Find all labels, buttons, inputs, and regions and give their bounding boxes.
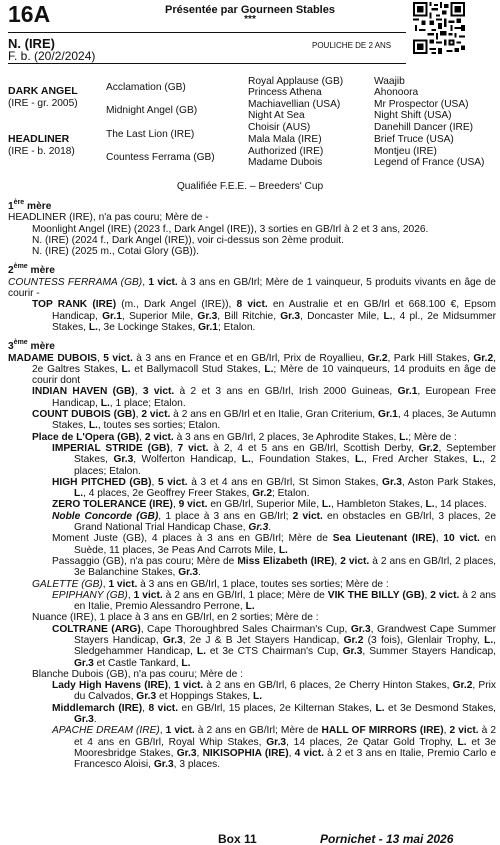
qr-code-icon[interactable] bbox=[413, 2, 465, 54]
produce-count-dubois: COUNT DUBOIS (GB), 2 vict. à 2 ans en GB/Irl et en Italie, Gran Criterium, Gr.1, 4 places, 3e Autumn Stakes, L., toutes ses sorties; Etalon. bbox=[32, 409, 496, 432]
pedigree-gs-4: Countess Ferrama (GB) bbox=[106, 152, 215, 163]
second-dam-intro: COUNTESS FERRAMA (GB), 1 vict. à 3 ans en GB/Irl; Mère de 1 vainqueur, 5 produits vivants en âge de courir - bbox=[8, 276, 496, 300]
pedigree-ggs-7: Authorized (IRE) bbox=[248, 146, 324, 157]
produce-imperial-stride: IMPERIAL STRIDE (GB), 7 vict. à 2, 4 et 5 ans en GB/Irl, Scottish Derby, Gr.2, September Stakes, Gr.3, Wolferton Handicap, L., Foundation Stakes, L., Fred Archer Stakes, L., 2 places; Etalon. bbox=[52, 442, 497, 477]
pedigree-sire-name: DARK ANGEL bbox=[8, 85, 78, 97]
qualification-line: Qualifiée F.E.E. – Breeders' Cup bbox=[176, 181, 324, 192]
pedigree-gggs-7: Montjeu (IRE) bbox=[374, 146, 437, 157]
pedigree-ggs-3: Machiavellian (USA) bbox=[248, 99, 341, 110]
first-dam-intro: HEADLINER (IRE), n'a pas couru; Mère de - bbox=[8, 212, 209, 224]
presenter-line: Présentée par Gourneen Stables bbox=[165, 4, 335, 16]
produce-middlemarch: Middlemarch (IRE), 8 vict. en GB/Irl, 15 places, 2e Kilternan Stakes, L. et 3e Desmond Stakes, Gr.3. bbox=[52, 702, 497, 726]
pedigree-gggs-2: Ahonoora bbox=[374, 87, 419, 98]
section-second-dam: 2ème mère bbox=[8, 263, 55, 277]
produce-coltrane: COLTRANE (ARG), Cape Thoroughbred Sales Chairman's Cup, Gr.3, Grandwest Cape Summer Stayers Handicap, Gr.3, 2e J & B Jet Stayers Handicap, Gr.2 (3 fois), Glenlair Trophy, L., Sledgehammer Handicap, L. et 3e CTS Chairman's Cup, Gr.3, Summer Stayers Handicap, Gr.3 et Castle Tankard, L. bbox=[52, 623, 497, 669]
produce-galette: GALETTE (GB), 1 vict. à 3 ans en GB/Irl, 1 place, toutes ses sorties; Mère de : bbox=[32, 578, 389, 590]
pedigree-gs-3: The Last Lion (IRE) bbox=[106, 129, 195, 140]
produce-moment-juste: Moment Juste (GB), 4 places à 3 ans en GB/Irl; Mère de Sea Lieutenant (IRE), 10 vict. en Suède, 11 places, 3e Peas And Carrots Mile, L. bbox=[52, 533, 496, 556]
pedigree-ggs-6: Mala Mala (IRE) bbox=[248, 134, 322, 145]
pedigree-ggs-2: Princess Athena bbox=[248, 87, 322, 98]
pedigree-gggs-6: Brief Truce (USA) bbox=[374, 134, 454, 145]
produce-high-pitched: HIGH PITCHED (GB), 5 vict. à 3 et 4 ans en GB/Irl, St Simon Stakes, Gr.3, Aston Park Stakes, L., 4 places, 2e Geoffrey Freer Stakes, Gr.2; Etalon. bbox=[52, 476, 496, 500]
lot-number: 16A bbox=[8, 1, 51, 27]
pedigree-gs-1: Acclamation (GB) bbox=[106, 82, 186, 93]
pedigree-ggs-5: Choisir (AUS) bbox=[248, 122, 311, 133]
pedigree-gggs-4: Night Shift (USA) bbox=[374, 110, 452, 121]
horse-description: F. b. (20/2/2024) bbox=[8, 49, 96, 63]
pedigree-dam-name: HEADLINER bbox=[8, 133, 70, 145]
pedigree-ggs-4: Night At Sea bbox=[248, 110, 305, 121]
stars: *** bbox=[244, 14, 256, 25]
produce-blanche-dubois: Blanche Dubois (GB), n'a pas couru; Mère de : bbox=[32, 668, 243, 680]
produce-apache-dream: APACHE DREAM (IRE), 1 vict. à 2 ans en GB/Irl; Mère de HALL OF MIRRORS (IRE), 2 vict. à 2 et 4 ans en GB/Irl, Royal Whip Stakes, Gr.3, 14 places, 2e Qatar Gold Trophy, L. et 3e Mooresbridge Stakes, Gr.3, NIKISOPHIA (IRE), 4 vict. à 2 et 3 ans en Italie, Premio Carlo e Francesco Aloisi, Gr.3, 3 places. bbox=[52, 725, 496, 771]
first-dam-produce: Moonlight Angel (IRE) (2023 f., Dark Angel (IRE)), 3 sorties en GB/Irl à 2 et 3 ans, 2026. N. (IRE) (2024 f., Dark Angel (IRE)), voir ci-dessus son 2ème produit. N. (IRE) (2025 m., Cotai Glory (GB)). bbox=[32, 223, 429, 258]
produce-nuance: Nuance (IRE), 1 place à 3 ans en GB/Irl, en 2 sorties; Mère de : bbox=[32, 612, 319, 624]
horse-sex: POULICHE DE 2 ANS bbox=[312, 41, 392, 50]
pedigree-dam-sub: (IRE - b. 2018) bbox=[8, 146, 75, 157]
horse-name: N. (IRE) bbox=[8, 36, 55, 51]
pedigree-sire-sub: (IRE - gr. 2005) bbox=[8, 98, 78, 109]
produce-passaggio: Passaggio (GB), n'a pas couru; Mère de Miss Elizabeth (IRE), 2 vict. à 2 ans en GB/Irl, 2 places, 3e Balanchine Stakes, Gr.3. bbox=[52, 555, 496, 579]
pedigree-ggs-8: Madame Dubois bbox=[248, 157, 323, 168]
produce-zero-tolerance: ZERO TOLERANCE (IRE), 9 vict. en GB/Irl, Superior Mile, L., Hambleton Stakes, L., 14 places. bbox=[52, 499, 487, 511]
produce-lady-high-havens: Lady High Havens (IRE), 1 vict. à 2 ans en GB/Irl, 6 places, 2e Cherry Hinton Stakes, Gr.2, Prix du Calvados, Gr.3 et Hoppings Stakes, L. bbox=[52, 680, 496, 703]
pedigree-gs-2: Midnight Angel (GB) bbox=[106, 105, 198, 116]
produce-noble-concorde: Noble Concorde (GB), 1 place à 3 ans en GB/Irl; 2 vict. en obstacles en GB/Irl, 3 places, 2e Grand National Trial Handicap Chase, Gr.3. bbox=[52, 510, 496, 534]
pedigree-gggs-5: Danehill Dancer (IRE) bbox=[374, 122, 474, 133]
third-dam-intro: MADAME DUBOIS, 5 vict. à 3 ans en France et en GB/Irl, Prix de Royallieu, Gr.2, Park Hill Stakes, Gr.2, 2e Galtres Stakes, L. et Ballymacoll Stud Stakes, L.; Mère de 10 vainqueurs, 14 produits en âge de courir dont bbox=[8, 352, 496, 387]
pedigree-gggs-3: Mr Prospector (USA) bbox=[374, 99, 469, 110]
footer-box: Box 11 bbox=[218, 832, 257, 845]
horse-divider bbox=[8, 63, 406, 64]
catalogue-body bbox=[8, 198, 497, 771]
header-divider bbox=[8, 32, 406, 33]
produce-place-de-lopera: Place de L'Opera (GB), 2 vict. à 3 ans en GB/Irl, 2 places, 3e Aphrodite Stakes, L.; Mère de : bbox=[32, 431, 457, 443]
footer-place-date: Pornichet - 13 mai 2026 bbox=[320, 832, 454, 845]
produce-epiphany: EPIPHANY (GB), 1 vict. à 2 ans en GB/Irl, 1 place; Mère de VIK THE BILLY (GB), 2 vict. à 2 ans en Italie, Premio Alessandro Perrone, L. bbox=[52, 589, 496, 613]
section-first-dam: 1ère mère bbox=[8, 198, 52, 212]
pedigree-ggs-1: Royal Applause (GB) bbox=[248, 76, 344, 87]
produce-indian-haven: INDIAN HAVEN (GB), 3 vict. à 2 et 3 ans en GB/Irl, Irish 2000 Guineas, Gr.1, European Free Handicap, L., 1 place; Etalon. bbox=[32, 386, 496, 409]
pedigree-gggs-1: Waajib bbox=[374, 76, 405, 87]
pedigree-gggs-8: Legend of France (USA) bbox=[374, 157, 485, 168]
second-dam-produce: TOP RANK (IRE) (m., Dark Angel (IRE)), 8 vict. en Australie et en GB/Irl et 668.100 €, Epsom Handicap, Gr.1, Superior Mile, Gr.3, Bill Ritchie, Gr.3, Doncaster Mile, L., 4 pl., 2e Midsummer Stakes, L., 3e Lockinge Stakes, Gr.1; Etalon. bbox=[32, 299, 497, 333]
section-third-dam: 3ème mère bbox=[8, 338, 55, 353]
